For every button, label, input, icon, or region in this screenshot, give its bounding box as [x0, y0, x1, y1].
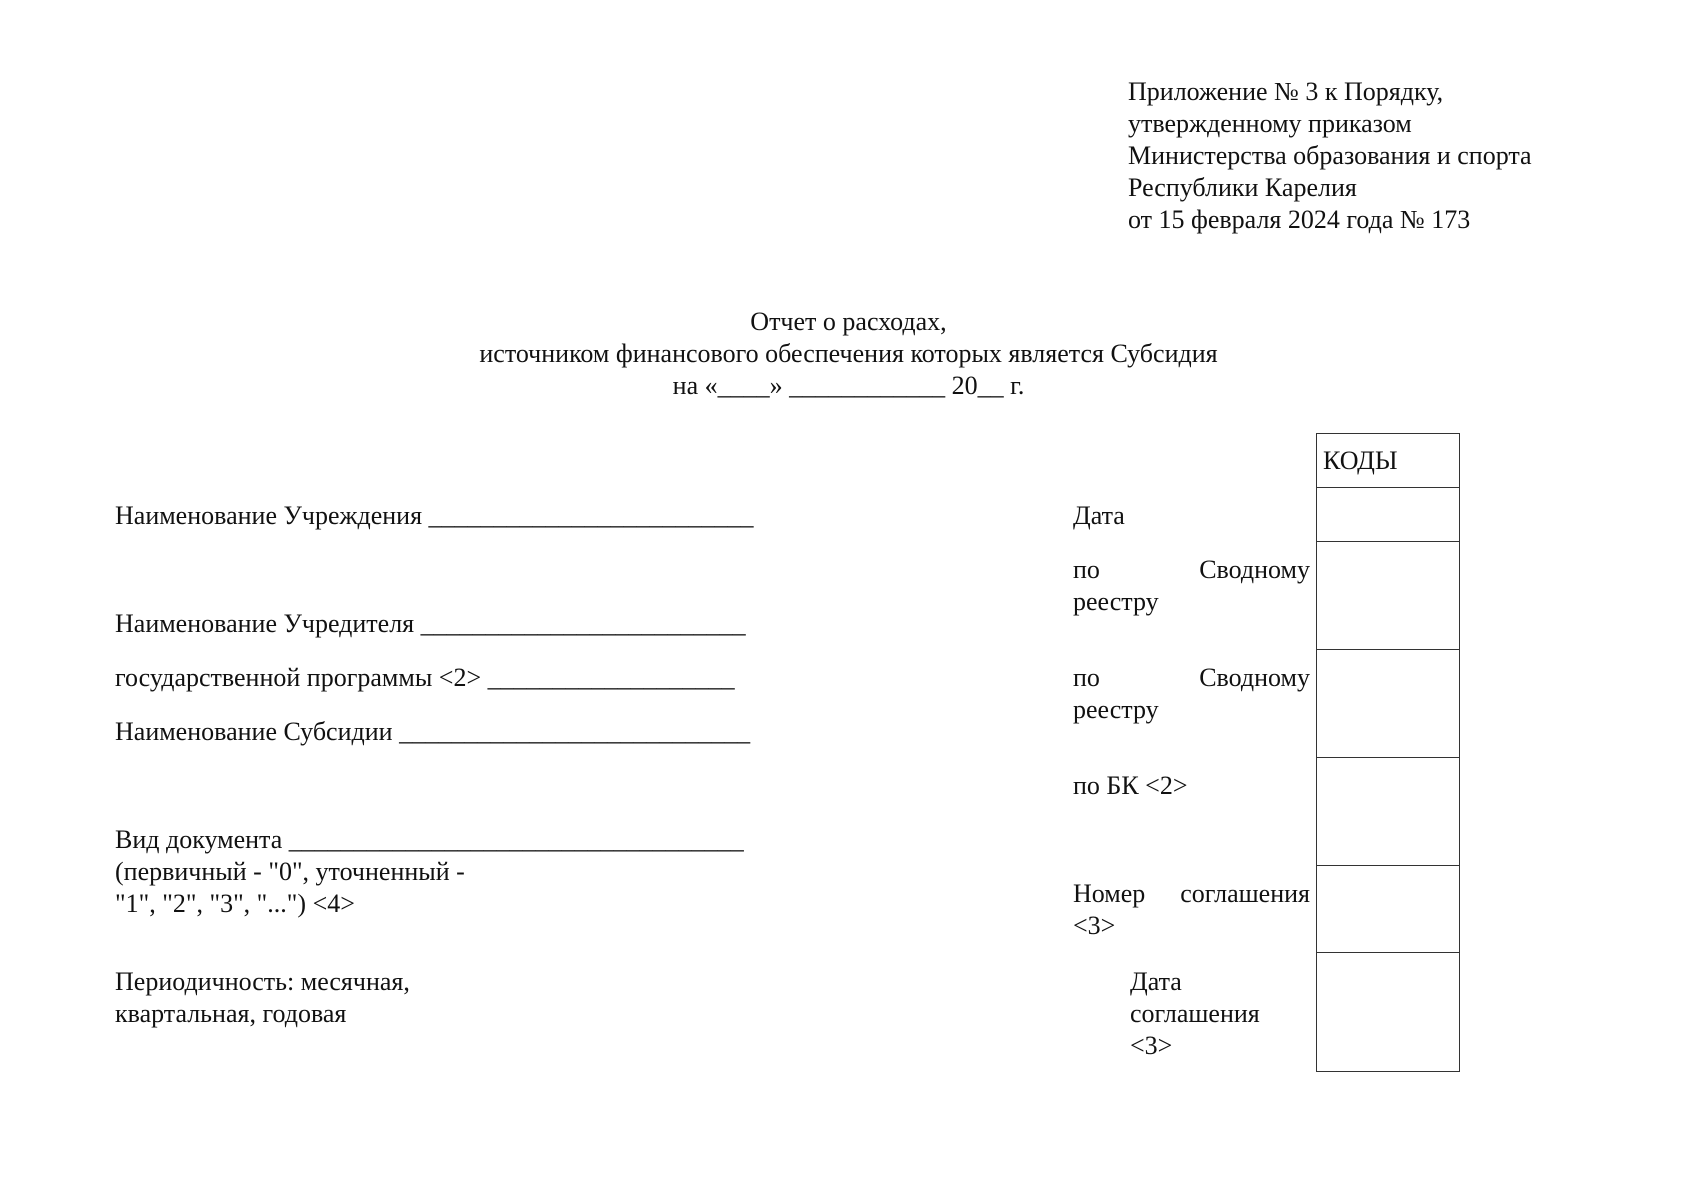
report-title [0, 306, 1697, 402]
code-cell-agreement-number[interactable] [1317, 866, 1460, 953]
subsidy-field: Наименование Субсидии ___________________________ [115, 717, 751, 746]
document-type-label: Вид документа ___________________________________ [115, 825, 744, 854]
agreement-number-line: <3> [1073, 911, 1116, 940]
code-cell-svod-registry-2[interactable] [1317, 650, 1460, 758]
founder-field: Наименование Учредителя _________________________ [115, 609, 746, 638]
appendix-block [1128, 76, 1532, 236]
appendix-line: Министерства образования и спорта [1128, 141, 1532, 170]
svod-registry-line: реестру [1073, 587, 1159, 616]
title-line-2: источником финансового обеспечения которых является Субсидия [479, 339, 1218, 368]
code-cell-svod-registry[interactable] [1317, 542, 1460, 650]
code-cell-agreement-date[interactable] [1317, 953, 1460, 1072]
program-field: государственной программы <2> ___________________ [115, 663, 735, 692]
appendix-line: Приложение № 3 к Порядку, [1128, 77, 1444, 106]
periodicity-line: квартальная, годовая [115, 999, 347, 1028]
bk-label: по БК <2> [1073, 771, 1188, 800]
date-label: Дата [1073, 501, 1125, 530]
codes-table [1316, 433, 1460, 1072]
title-line-1: Отчет о расходах, [750, 307, 947, 336]
periodicity-field [115, 966, 410, 1030]
appendix-line: от 15 февраля 2024 года № 173 [1128, 205, 1471, 234]
institution-field: Наименование Учреждения _________________________ [115, 501, 754, 530]
codes-header: КОДЫ [1317, 434, 1460, 488]
periodicity-line: Периодичность: месячная, [115, 967, 410, 996]
agreement-number-label [1073, 878, 1310, 942]
title-line-3: на «____» ____________ 20__ г. [672, 371, 1025, 400]
agreement-date-line: соглашения [1130, 999, 1260, 1028]
document-type-note: (первичный - "0", уточненный - [115, 857, 465, 886]
svod-registry-label-2 [1073, 662, 1310, 726]
code-cell-bk[interactable] [1317, 758, 1460, 866]
document-type-note: "1", "2", "3", "...") <4> [115, 889, 355, 918]
appendix-line: утвержденному приказом [1128, 109, 1412, 138]
code-cell-date[interactable] [1317, 488, 1460, 542]
svod-registry-line: реестру [1073, 695, 1159, 724]
agreement-number-line: Номер соглашения [1073, 879, 1310, 908]
appendix-line: Республики Карелия [1128, 173, 1357, 202]
svod-registry-line: по Сводному [1073, 663, 1310, 692]
svod-registry-label [1073, 554, 1310, 618]
svod-registry-line: по Сводному [1073, 555, 1310, 584]
agreement-date-label [1130, 966, 1260, 1062]
document-type-field [115, 824, 744, 920]
agreement-date-line: Дата [1130, 967, 1182, 996]
agreement-date-line: <3> [1130, 1031, 1173, 1060]
